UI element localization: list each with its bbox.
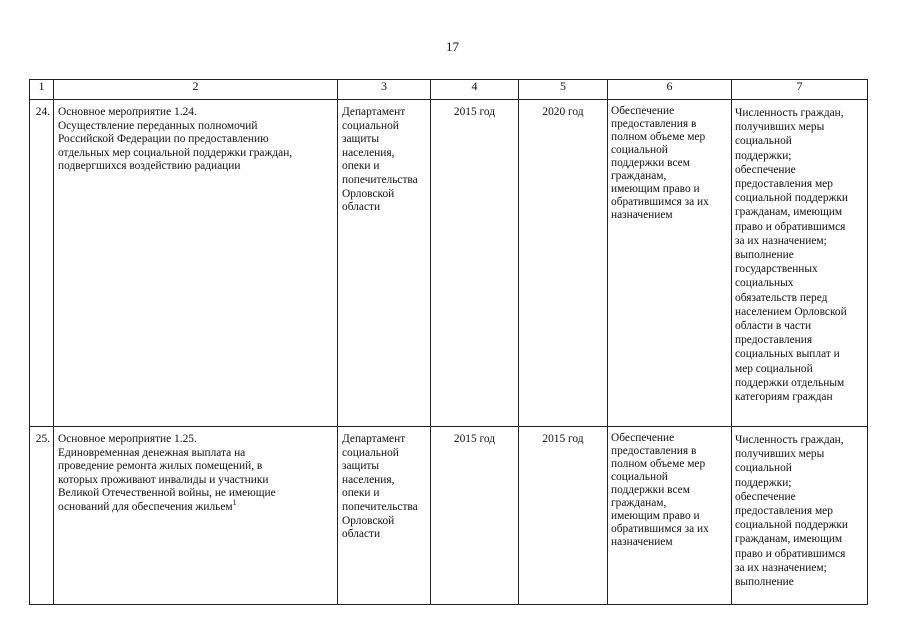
event-text-line: Основное мероприятие 1.24. (58, 106, 197, 118)
indicator-text-line: Численность граждан, (735, 434, 844, 446)
result-text-line: социальной (611, 144, 668, 156)
event-description-cell (54, 427, 338, 605)
indicator-text-line: обязательств перед (735, 291, 828, 304)
executor-text-line: области (342, 528, 381, 541)
column-header: 7 (732, 80, 868, 100)
start-date-cell: 2015 год (431, 100, 519, 427)
event-text-line: Осуществление переданных полномочий (58, 119, 258, 132)
executor-text-line: области (342, 201, 381, 214)
row-number: 24. (30, 100, 54, 427)
indicator-text-line: обеспечение (735, 490, 796, 503)
event-text-line: Основное мероприятие 1.25. (58, 433, 197, 445)
program-events-table (29, 79, 868, 605)
event-text-line-with-footnote (58, 498, 333, 515)
expected-result-cell (608, 427, 732, 605)
indicator-text-line: поддержки; (735, 149, 792, 162)
indicator-text-line: категориям граждан (735, 391, 833, 404)
indicator-text-line: гражданам, имеющим (735, 533, 843, 546)
end-date-cell: 2020 год (519, 100, 608, 427)
executor-text-line: попечительства (342, 500, 418, 513)
indicator-cell (732, 427, 868, 605)
table-header-row (30, 80, 868, 100)
result-text-line: назначением (611, 536, 673, 548)
column-header: 3 (338, 80, 431, 100)
executor-text-line: социальной (342, 119, 399, 132)
indicator-text-line: поддержки; (735, 476, 792, 489)
table-row (30, 100, 868, 427)
start-date-cell: 2015 год (431, 427, 519, 605)
footnote-mark: 1 (232, 498, 237, 508)
column-header: 4 (431, 80, 519, 100)
indicator-text-line: мер социальной (735, 362, 813, 375)
table-row (30, 427, 868, 605)
executor-text-line: опеки и (342, 487, 380, 500)
indicator-text-line: право и обратившимся (735, 220, 846, 233)
executor-text-line: попечительства (342, 173, 418, 186)
indicator-text-line: социальной поддержки (735, 192, 849, 205)
result-text-line: поддержки всем (611, 484, 690, 496)
executor-text-line: защиты (342, 133, 380, 146)
column-header: 5 (519, 80, 608, 100)
result-text-line: Обеспечение (611, 105, 675, 117)
event-text-line: проведение ремонта жилых помещений, в (58, 460, 263, 473)
event-text-line: Единовременная денежная выплата на (58, 446, 246, 459)
indicator-text-line: предоставления мер (735, 178, 833, 191)
page-number: 17 (446, 39, 459, 54)
result-text-line: гражданам, (611, 497, 667, 509)
expected-result-cell (608, 100, 732, 427)
indicator-text-line: социальной (735, 462, 792, 475)
result-text-line: социальной (611, 471, 668, 483)
column-header: 6 (608, 80, 732, 100)
executor-text-line: Орловской (342, 514, 395, 527)
event-text-line: оснований для обеспечения жильем (58, 500, 233, 513)
indicator-text-line: области в части (735, 320, 812, 333)
executor-text-line: Департамент (342, 106, 406, 118)
indicator-text-line: предоставления мер (735, 505, 833, 518)
indicator-text-line: за их назначением; (735, 234, 827, 247)
event-description-cell (54, 100, 338, 427)
result-text-line: поддержки всем (611, 157, 690, 169)
result-text-line: имеющим право и (611, 183, 700, 195)
event-text-line: которых проживают инвалиды и участники (58, 473, 269, 486)
result-text-line: гражданам, (611, 170, 667, 182)
result-text-line: назначением (611, 209, 673, 221)
indicator-text-line: предоставления (735, 334, 813, 347)
indicator-text-line: населением Орловской (735, 305, 847, 318)
indicator-text-line: получивших меры (735, 448, 825, 461)
indicator-text-line: получивших меры (735, 121, 825, 134)
event-text-line: отдельных мер социальной поддержки граждан, (58, 146, 293, 159)
row-number: 25. (30, 427, 54, 605)
result-text-line: имеющим право и (611, 510, 700, 522)
indicator-text-line: выполнение (735, 576, 794, 589)
indicator-text-line: государственных (735, 263, 818, 276)
column-header: 2 (54, 80, 338, 100)
indicator-text-line: выполнение (735, 249, 794, 262)
event-text-line: подвергшихся воздействию радиации (58, 160, 241, 173)
result-text-line: обратившимся за их (611, 196, 709, 208)
indicator-text-line: право и обратившимся (735, 547, 846, 560)
result-text-line: предоставления в (611, 118, 697, 130)
indicator-text-line: поддержки отдельным (735, 376, 845, 389)
result-text-line: полном объеме мер (611, 458, 706, 470)
executor-text-line: социальной (342, 446, 399, 459)
executor-text-line: опеки и (342, 160, 380, 173)
result-text-line: предоставления в (611, 445, 697, 457)
result-text-line: Обеспечение (611, 432, 675, 444)
indicator-cell (732, 100, 868, 427)
event-text-line: Российской Федерации по предоставлению (58, 133, 269, 146)
result-text-line: обратившимся за их (611, 523, 709, 535)
executor-text-line: населения, (342, 473, 395, 486)
executor-cell (338, 100, 431, 427)
indicator-text-line: социальной поддержки (735, 519, 849, 532)
indicator-text-line: обеспечение (735, 163, 796, 176)
indicator-text-line: гражданам, имеющим (735, 206, 843, 219)
executor-text-line: населения, (342, 146, 395, 159)
end-date-cell: 2015 год (519, 427, 608, 605)
indicator-text-line: за их назначением; (735, 561, 827, 574)
indicator-text-line: социальной (735, 135, 792, 148)
indicator-text-line: социальных выплат и (735, 348, 840, 361)
executor-text-line: защиты (342, 460, 380, 473)
result-text-line: полном объеме мер (611, 131, 706, 143)
executor-text-line: Орловской (342, 187, 395, 200)
event-text-line: Великой Отечественной войны, не имеющие (58, 487, 276, 500)
column-header: 1 (30, 80, 54, 100)
indicator-text-line: Численность граждан, (735, 107, 844, 119)
indicator-text-line: социальных (735, 277, 794, 290)
executor-text-line: Департамент (342, 433, 406, 445)
executor-cell (338, 427, 431, 605)
